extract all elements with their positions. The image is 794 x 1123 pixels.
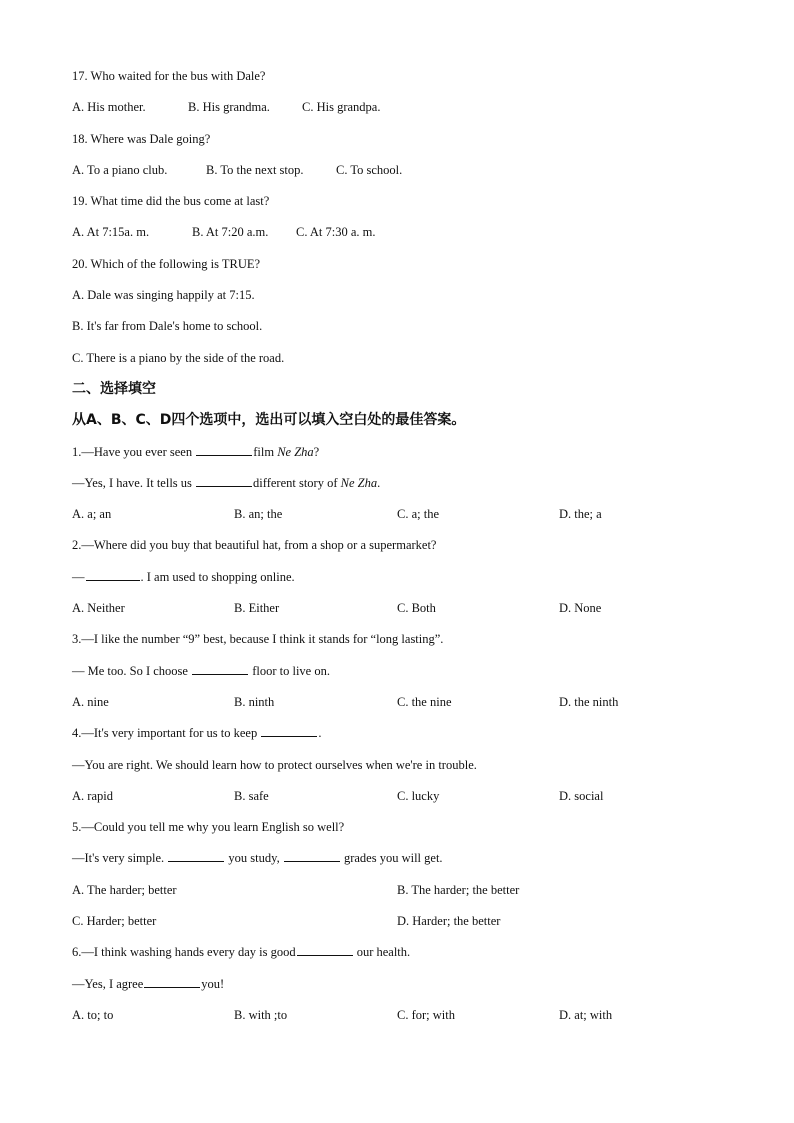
document-page	[72, 66, 732, 1036]
option-a: A. The harder; better	[72, 882, 177, 897]
question-5-line-1: 5.—Could you tell me why you learn English so well?	[72, 820, 345, 835]
question-3-line-2: — Me too. So I choose floor to live on.	[72, 663, 330, 678]
option-b: B. To the next stop.	[206, 162, 304, 177]
question-6-line-1: 6.—I think washing hands every day is good our health.	[72, 945, 411, 960]
option-a: A. To a piano club.	[72, 162, 168, 177]
option-c: C. a; the	[397, 507, 440, 522]
option-b: B. His grandma.	[188, 100, 270, 115]
answer-blank	[196, 474, 252, 487]
option-a: A. to; to	[72, 1007, 114, 1022]
question-4-line-2: —You are right. We should learn how to protect ourselves when we're in trouble.	[72, 757, 477, 772]
option-a: A. Dale was singing happily at 7:15.	[72, 288, 255, 303]
option-b: B. an; the	[234, 507, 283, 522]
question-5-options-row-1	[72, 880, 732, 911]
option-d: D. at; with	[559, 1007, 613, 1022]
option-d: D. None	[559, 601, 602, 616]
answer-blank	[168, 849, 224, 862]
question-1-line-2: —Yes, I have. It tells us different story of Ne Zha.	[72, 475, 381, 490]
option-a: A. Neither	[72, 601, 125, 616]
option-d: D. Harder; the better	[397, 914, 501, 929]
answer-blank	[284, 849, 340, 862]
option-a: A. a; an	[72, 507, 112, 522]
option-b: B. It's far from Dale's home to school.	[72, 319, 263, 334]
question-5-options-row-2	[72, 911, 732, 942]
option-c: C. His grandpa.	[302, 100, 381, 115]
option-d: D. the; a	[559, 507, 602, 522]
option-b: B. At 7:20 a.m.	[192, 225, 269, 240]
section-title: 二、选择填空	[72, 380, 156, 397]
question-6-line-2: —Yes, I agree you!	[72, 976, 225, 991]
option-c: C. There is a piano by the side of the road.	[72, 350, 285, 365]
question-3-line-1: 3.—I like the number “9” best, because I think it stands for “long lasting”.	[72, 632, 444, 647]
question-5-line-2: —It's very simple. you study, grades you will get.	[72, 851, 443, 866]
option-c: C. lucky	[397, 788, 440, 803]
section-instruction: 从A、B、C、D四个选项中，选出可以填入空白处的最佳答案。	[72, 412, 466, 429]
question-3-options	[72, 692, 732, 723]
question-18: 18. Where was Dale going?	[72, 131, 211, 146]
option-b: B. Either	[234, 601, 280, 616]
answer-blank	[297, 943, 353, 956]
option-a: A. nine	[72, 694, 109, 709]
option-c: C. At 7:30 a. m.	[296, 225, 376, 240]
option-b: B. The harder; the better	[397, 882, 520, 897]
question-19: 19. What time did the bus come at last?	[72, 194, 270, 209]
option-b: B. with ;to	[234, 1007, 288, 1022]
option-c: C. the nine	[397, 694, 452, 709]
answer-blank	[261, 724, 317, 737]
answer-blank	[86, 568, 140, 581]
question-18-options	[72, 160, 732, 191]
answer-blank	[144, 975, 200, 988]
question-4-options	[72, 786, 732, 817]
option-c: C. To school.	[336, 162, 403, 177]
question-2-options	[72, 598, 732, 629]
question-6-options	[72, 1005, 732, 1036]
question-17: 17. Who waited for the bus with Dale?	[72, 69, 266, 83]
option-c: C. Both	[397, 601, 436, 616]
option-b: B. safe	[234, 788, 269, 803]
option-a: A. His mother.	[72, 100, 146, 115]
option-c: C. for; with	[397, 1007, 455, 1022]
question-17-options	[72, 97, 732, 128]
question-2-line-1: 2.—Where did you buy that beautiful hat, from a shop or a supermarket?	[72, 538, 437, 553]
answer-blank	[196, 443, 252, 456]
question-1-options	[72, 504, 732, 535]
question-20: 20. Which of the following is TRUE?	[72, 256, 261, 271]
option-b: B. ninth	[234, 694, 275, 709]
option-a: A. rapid	[72, 788, 113, 803]
question-2-line-2: — . I am used to shopping online.	[72, 569, 295, 584]
question-19-options	[72, 222, 732, 253]
option-d: D. the ninth	[559, 694, 619, 709]
option-d: D. social	[559, 788, 604, 803]
option-a: A. At 7:15a. m.	[72, 225, 150, 240]
answer-blank	[192, 662, 248, 675]
question-4-line-1: 4.—It's very important for us to keep .	[72, 726, 322, 741]
option-c: C. Harder; better	[72, 914, 157, 929]
question-1-line-1: 1.—Have you ever seen film Ne Zha?	[72, 444, 320, 459]
